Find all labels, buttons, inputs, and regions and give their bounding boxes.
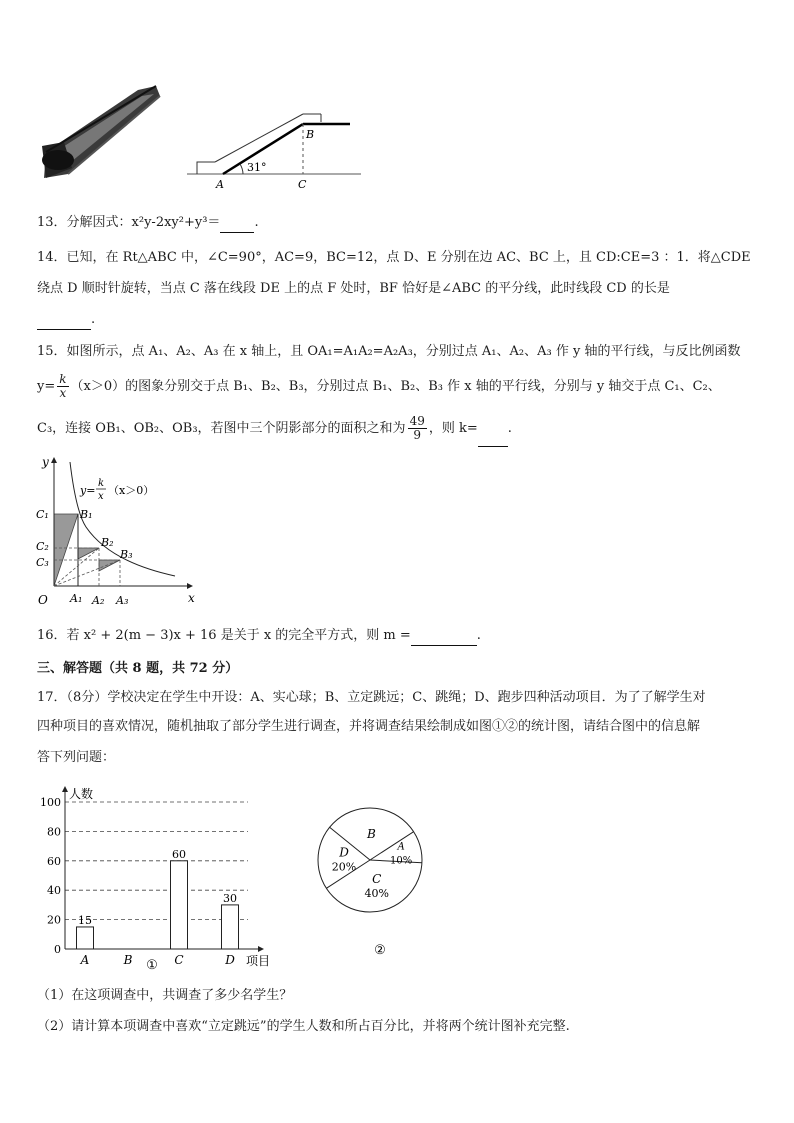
q16-end: . bbox=[476, 628, 481, 643]
bar-ytick-label: 40 bbox=[47, 884, 61, 898]
angle-label: 31° bbox=[247, 161, 267, 174]
escalator-diagram-svg bbox=[185, 108, 365, 192]
bar-y-axis-arrow bbox=[62, 786, 68, 792]
bar-D bbox=[222, 905, 239, 949]
q15-line3-text-a: C₃，连接 OB₁、OB₂、OB₃，若图中三个阴影部分的面积之和为 bbox=[37, 421, 406, 436]
pie-chart-caption: ② bbox=[374, 943, 386, 958]
graph-func-num: k bbox=[98, 478, 105, 489]
q15-func-prefix: y= bbox=[37, 379, 56, 394]
bar-ytick-label: 60 bbox=[47, 854, 61, 868]
bar-ytick-label: 20 bbox=[47, 913, 61, 927]
bar-x-axis-arrow bbox=[258, 946, 264, 952]
graph-b2-label: B₂ bbox=[101, 536, 114, 549]
q15-graph bbox=[30, 452, 205, 612]
graph-c2-label: C₂ bbox=[36, 540, 49, 553]
pie-percent-D: 20% bbox=[331, 860, 357, 874]
graph-b1-label: B₁ bbox=[80, 508, 93, 521]
pie-label-A: A bbox=[397, 841, 405, 853]
point-c-label: C bbox=[298, 178, 307, 191]
question-17-line2: 四种项目的喜欢情况，随机抽取了部分学生进行调查，并将调查结果绘制成如图①②的统计图，请结合图中的信息解 bbox=[37, 719, 701, 734]
pie-chart bbox=[308, 800, 448, 966]
question-15-line1: 15．如图所示，点 A₁、A₂、A₃ 在 x 轴上，且 OA₁=A₁A₂=A₂A₃，分别过点 A₁、A₂、A₃ 作 y 轴的平行线，与反比例函数 bbox=[37, 344, 741, 359]
question-17-line1: 17．（8分）学校决定在学生中开设：A、实心球；B、立定跳远；C、跳绳；D、跑步四种活动项目．为了了解学生对 bbox=[37, 690, 706, 705]
graph-func-cond: （x＞0） bbox=[108, 484, 155, 497]
question-15-line2 bbox=[37, 372, 721, 402]
section-3-title: 三、解答题（共 8 题，共 72 分） bbox=[37, 661, 239, 676]
q13-text: 13．分解因式：x²y-2xy²+y³＝ bbox=[37, 215, 221, 230]
bar-category-label: D bbox=[225, 953, 235, 967]
pie-label-D: D bbox=[339, 845, 349, 860]
question-16 bbox=[37, 627, 481, 646]
q13-answer-blank[interactable] bbox=[220, 214, 254, 233]
q15-answer-blank[interactable] bbox=[478, 412, 508, 447]
bar-category-label: B bbox=[123, 953, 133, 967]
bar-x-axis-label: 项目 bbox=[246, 954, 271, 968]
bar-chart-svg bbox=[30, 782, 280, 972]
pie-label-B: B bbox=[366, 827, 376, 842]
bar-category-label: A bbox=[80, 953, 90, 967]
bar-data-label: 30 bbox=[223, 891, 237, 905]
graph-a3-label: A₃ bbox=[116, 594, 129, 607]
pie-percent-C: 40% bbox=[364, 887, 389, 901]
q15-line2-text: （x＞0）的图象分别交于点 B₁、B₂、B₃，分别过点 B₁、B₂、B₃ 作 x 轴的平行线，分别与 y 轴交于点 C₁、C₂、 bbox=[70, 379, 721, 394]
question-14-line3 bbox=[37, 311, 95, 330]
question-17-line3: 答下列问题： bbox=[37, 750, 116, 765]
bar-data-label: 15 bbox=[78, 913, 92, 927]
bar-ytick-label: 100 bbox=[40, 796, 61, 809]
bar-y-axis-label: 人数 bbox=[69, 787, 94, 801]
q15-area-fraction bbox=[408, 415, 427, 442]
q14-end: . bbox=[91, 312, 96, 327]
bar-A bbox=[77, 927, 94, 949]
point-a-label: A bbox=[216, 178, 224, 191]
q15-frac-num: k bbox=[59, 372, 67, 386]
q16-answer-blank[interactable] bbox=[411, 627, 477, 646]
q17-subquestion-1: （1）在这项调查中，共调查了多少名学生？ bbox=[37, 988, 293, 1003]
pie-chart-svg bbox=[308, 800, 448, 966]
q13-end: . bbox=[254, 215, 259, 230]
graph-func-den: x bbox=[98, 491, 104, 502]
graph-a1-label: A₁ bbox=[70, 592, 83, 605]
graph-func-prefix: y= bbox=[80, 484, 96, 497]
q15-area-num: 49 bbox=[409, 414, 425, 428]
q17-subquestion-2: （2）请计算本项调查中喜欢“立定跳远”的学生人数和所占百分比，并将两个统计图补充完整. bbox=[37, 1019, 570, 1034]
q15-area-den: 9 bbox=[413, 428, 422, 442]
pie-percent-A: 10% bbox=[390, 855, 413, 867]
q15-line3-text-b: ，则 k= bbox=[428, 421, 478, 436]
escalator-photo-svg bbox=[38, 82, 163, 190]
escalator-diagram bbox=[185, 108, 365, 192]
q16-text: 16．若 x² + 2(m − 3)x + 16 是关于 x 的完全平方式，则 m = bbox=[37, 628, 411, 643]
bar-ytick-label: 80 bbox=[47, 825, 61, 839]
graph-c1-label: C₁ bbox=[36, 508, 49, 521]
pie-label-C: C bbox=[372, 872, 382, 887]
q15-func-fraction bbox=[57, 373, 68, 400]
bar-chart-caption: ① bbox=[146, 958, 158, 972]
graph-y-axis-label: y bbox=[42, 455, 49, 469]
bar-data-label: 60 bbox=[172, 847, 186, 861]
graph-c3-label: C₃ bbox=[36, 556, 49, 569]
q15-frac-den: x bbox=[59, 386, 67, 400]
bar-C bbox=[171, 861, 188, 949]
q15-graph-svg bbox=[30, 452, 205, 612]
bar-chart bbox=[30, 782, 280, 972]
bar-ytick-label: 0 bbox=[54, 943, 61, 956]
question-14-line2: 绕点 D 顺时针旋转，当点 C 落在线段 DE 上的点 F 处时，BF 恰好是∠ABC 的平分线，此时线段 CD 的长是 bbox=[37, 281, 670, 296]
graph-origin-label: O bbox=[38, 593, 48, 607]
graph-a2-label: A₂ bbox=[92, 594, 105, 607]
q15-end: . bbox=[507, 421, 512, 436]
escalator-photo bbox=[38, 82, 163, 190]
question-15-line3 bbox=[37, 412, 512, 447]
q14-answer-blank[interactable] bbox=[37, 311, 91, 330]
bar-category-label: C bbox=[174, 953, 184, 967]
graph-b3-label: B₃ bbox=[120, 548, 133, 561]
question-14-line1: 14．已知，在 Rt△ABC 中，∠C=90°，AC=9，BC=12，点 D、E 分别在边 AC、BC 上，且 CD:CE=3 ：1．将△CDE bbox=[37, 250, 751, 265]
question-13 bbox=[37, 214, 259, 233]
point-b-label: B bbox=[306, 128, 315, 141]
graph-x-axis-label: x bbox=[188, 591, 195, 605]
